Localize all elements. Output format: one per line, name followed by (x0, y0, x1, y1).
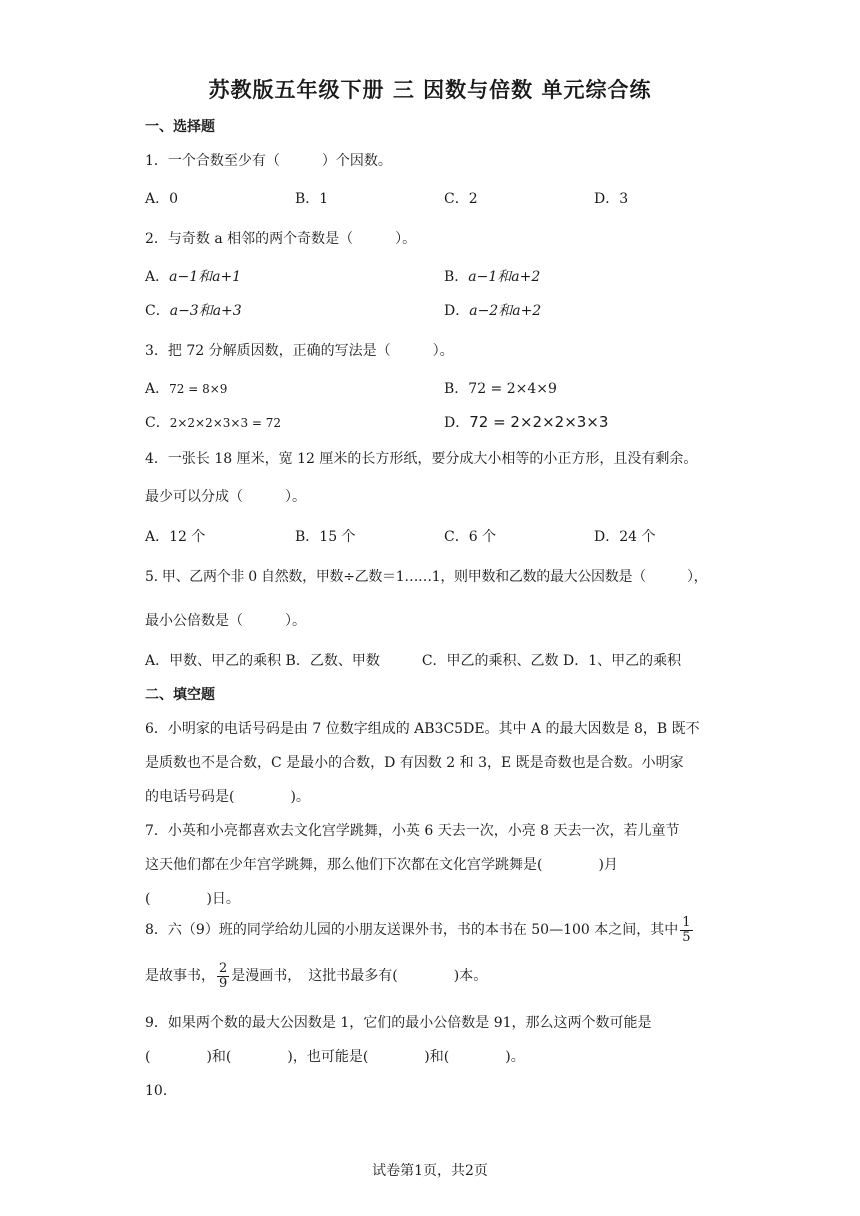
question-2-option-a: A．a−1和a+1 (145, 269, 242, 285)
question-6-line2: 是质数也不是合数，C 是最小的合数，D 有因数 2 和 3，E 既是奇数也是合数。小明家 (145, 755, 684, 771)
question-5-options: A．甲数、甲乙的乘积 B．乙数、甲数 C．甲乙的乘积、乙数 D．1、甲乙的乘积 (145, 653, 682, 669)
page-title: 苏教版五年级下册 三 因数与倍数 单元综合练 (208, 78, 652, 102)
question-3-option-c: C．2×2×2×3×3 = 72 (145, 415, 282, 431)
question-9-line2: ( )和( )，也可能是( )和( )。 (145, 1049, 525, 1065)
question-3-stem: 3．把 72 分解质因数，正确的写法是（ ）。 (145, 343, 454, 359)
question-6-line1: 6．小明家的电话号码是由 7 位数字组成的 AB3C5DE。其中 A 的最大因数是 8，B 既不 (145, 721, 700, 737)
question-7-line2: 这天他们都在少年宫学跳舞，那么他们下次都在文化宫学跳舞是( )月 (145, 857, 618, 873)
question-7-line3: ( )日。 (145, 891, 240, 907)
question-8-line2: 是故事书， $\frac{2}{9}$ 是漫画书， 这批书最多有( )本。 (145, 961, 488, 991)
question-5-stem-line1: 5. 甲、乙两个非 0 自然数，甲数÷乙数＝1……1，则甲数和乙数的最大公因数是（ ）， (145, 569, 708, 585)
question-2-option-b: B．a−1和a+2 (444, 269, 541, 285)
question-2-option-d: D．a−2和a+2 (444, 303, 542, 319)
question-1-option-a: A．0 (145, 191, 179, 207)
question-3-option-d: D．72 = 2×2×2×3×3 (444, 413, 609, 431)
question-4-stem-line2: 最少可以分成（ ）。 (145, 489, 306, 505)
fraction-two-ninths: $\frac{2}{9}$ (219, 961, 228, 991)
question-1-option-b: B．1 (295, 191, 329, 207)
question-4-stem-line1: 4．一张长 18 厘米，宽 12 厘米的长方形纸，要分成大小相等的小正方形，且没有剩余。 (145, 451, 698, 467)
question-10-stem: 10． (145, 1083, 177, 1099)
section-heading-fill: 二、填空题 (145, 687, 215, 703)
question-5-stem-line2: 最小公倍数是（ ）。 (145, 613, 306, 629)
question-4-option-d: D．24 个 (594, 529, 656, 545)
question-3-option-a: A．72 = 8×9 (145, 381, 228, 397)
question-8-line1: 8．六（9）班的同学给幼儿园的小朋友送课外书，书的本书在 50—100 本之间，其中 $\frac{1}{5}$ (145, 915, 691, 945)
question-1-stem: 1．一个合数至少有（ ）个因数。 (145, 153, 392, 169)
section-heading-choice: 一、选择题 (145, 119, 215, 135)
fraction-one-fifth: $\frac{1}{5}$ (682, 915, 691, 945)
question-1-option-c: C．2 (444, 191, 478, 207)
question-2-option-c: C．a−3和a+3 (145, 303, 242, 319)
question-3-option-b: B．72 = 2×4×9 (444, 381, 557, 397)
question-1-option-d: D．3 (594, 191, 629, 207)
question-2-stem: 2．与奇数 a 相邻的两个奇数是（ ）。 (145, 231, 417, 247)
page-footer: 试卷第1页，共2页 (372, 1163, 488, 1179)
question-4-option-c: C．6 个 (444, 529, 497, 545)
question-7-line1: 7．小英和小亮都喜欢去文化宫学跳舞，小英 6 天去一次，小亮 8 天去一次，若儿童节 (145, 823, 680, 839)
question-6-line3: 的电话号码是( )。 (145, 789, 310, 805)
question-9-line1: 9．如果两个数的最大公因数是 1，它们的最小公倍数是 91，那么这两个数可能是 (145, 1015, 652, 1031)
question-4-option-b: B．15 个 (295, 529, 356, 545)
question-4-option-a: A．12 个 (145, 529, 206, 545)
